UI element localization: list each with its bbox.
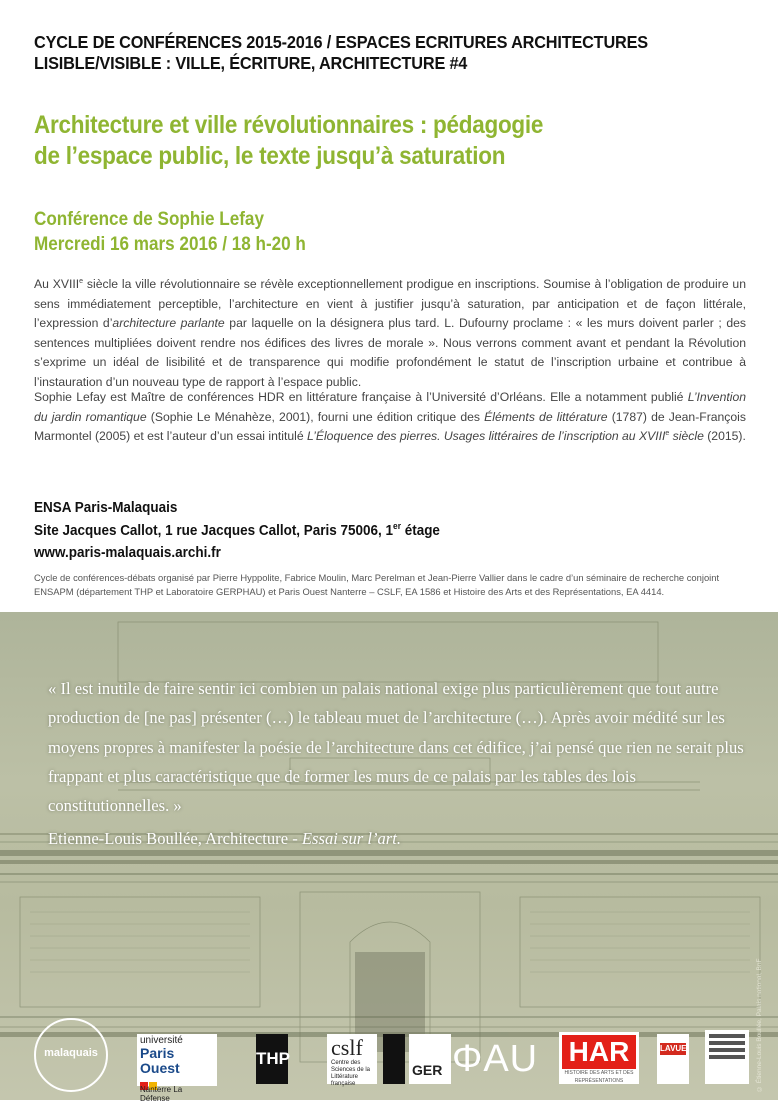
thp-logo: THP <box>256 1034 288 1084</box>
har-logo-text: HAR <box>562 1035 636 1069</box>
venue-address <box>34 520 696 543</box>
bio-italic: siècle <box>669 429 704 444</box>
abstract-text: siècle la ville révolutionnaire se révèle exceptionnellement prodigue en inscriptions. Soumise à l’obligation de produire un sens immédiatement perceptible, l’architecture en vient à justifier jusqu’à saturation, par anticipation et de façon littérale, l’expression d’ <box>34 277 746 331</box>
bio-sup: e <box>665 430 670 438</box>
sky-frame <box>118 622 658 682</box>
emblem-bar <box>709 1041 745 1045</box>
organizers-note: Cycle de conférences-débats organisé par Pierre Hyppolite, Fabrice Moulin, Marc Perelman et Jean-Pierre Vallier dans le cadre d’un séminaire de recherche conjoint ENSAPM (département THP et Laboratoire GERPHAU) et Paris Ouest Nanterre – CSLF, EA 1586 et Histoire des Arts et des Représentations, EA 4414. <box>34 572 720 597</box>
abstract-text: par laquelle on la désignera plus tard. L. Dufourny proclame : « les murs doivent parler ; des sentences multipliées doivent rendre nos édifices des livres de morale ». Nous verrons comment avant et pendant la Révolution s’exprime un idéal de lisibilité et de transparence qui modifie profondément le statut de l’inscription urbaine et contribue à l’instauration d’un nouveau type de rapport à l’espace public. <box>34 316 746 389</box>
abstract-sup: e <box>79 277 84 285</box>
lavue-logo-text: LAVUE <box>660 1044 687 1053</box>
gerphau-logo-block <box>383 1034 405 1084</box>
abstract-text: Au XVIII <box>34 277 80 291</box>
paris-ouest-line-3: Nanterre La Défense <box>140 1085 183 1103</box>
venue-block <box>34 497 696 565</box>
bio-text: (1787) de Jean-François Marmontel (2005) et est l’auteur d’un essai intitulé <box>34 409 746 444</box>
emblem-bar <box>709 1055 745 1059</box>
series-line-2: LISIBLE/VISIBLE : VILLE, ÉCRITURE, ARCHITECTURE #4 <box>34 53 468 73</box>
abstract-italic: architecture parlante <box>112 316 225 331</box>
lavue-logo <box>657 1034 689 1084</box>
series-heading <box>34 32 704 74</box>
title-line-1: Architecture et ville révolutionnaires : pédagogie <box>34 111 544 139</box>
venue-name: ENSA Paris-Malaquais <box>34 500 178 516</box>
title-line-2: de l’espace public, le texte jusqu’à saturation <box>34 142 506 170</box>
bio-italic: L’Éloquence des pierres. Usages littéraires de l’inscription au XVIII <box>307 429 666 444</box>
bio-text: (2015). <box>703 429 746 444</box>
conference-title <box>34 110 700 172</box>
har-logo-subtext: HISTOIRE DES ARTS ET DES REPRÉSENTATIONS <box>564 1070 634 1084</box>
law-table-right <box>520 897 760 1007</box>
institution-emblem <box>705 1030 749 1084</box>
venue-address-text: Site Jacques Callot, 1 rue Jacques Callot, Paris 75006, 1 <box>34 522 394 539</box>
cslf-logo <box>327 1034 377 1087</box>
boullee-quote <box>48 674 748 854</box>
har-logo <box>559 1032 639 1084</box>
bio-italic: Éléments de littérature <box>484 409 608 424</box>
quote-text: « Il est inutile de faire sentir ici combien un palais national exige plus particulièrement que tout autre production de [ne pas] présenter (…) le tableau muet de l’architecture (…). Après avoir médité sur les moyens propres à manifester la poésie de l’architecture dans cet édifice, j’ai pensé que rien ne serait plus frappant et plus caractéristique que de former les murs de ce palais par les tables des lois constitutionnelles. » <box>48 679 744 816</box>
event-date: Mercredi 16 mars 2016 / 18 h-20 h <box>34 234 306 255</box>
paris-ouest-squares <box>140 1077 214 1085</box>
quote-author: Etienne-Louis Boullée, Architecture - <box>48 829 302 849</box>
bio-text: (Sophie Le Ménahèze, 2001), fourni une édition critique des <box>146 409 485 424</box>
venue-address-sup: er <box>393 520 401 531</box>
abstract-paragraph <box>34 275 746 393</box>
gerphau-logo: GER <box>409 1034 451 1084</box>
venue-address-end: étage <box>400 522 440 539</box>
series-line-1: CYCLE DE CONFÉRENCES 2015-2016 / ESPACES ECRITURES ARCHITECTURES <box>34 32 648 52</box>
bio-text: Sophie Lefay est Maître de conférences HDR en littérature française à l’Université d’Orléans. Elle a notamment publié <box>34 390 688 404</box>
phiau-logo: ΦAU <box>452 1038 539 1080</box>
emblem-bar <box>709 1034 745 1038</box>
cslf-logo-subtext: Centre des Sciences de la Littérature française <box>331 1060 371 1087</box>
paris-ouest-line-2: Paris Ouest <box>140 1045 180 1076</box>
malaquais-logo: malaquais <box>44 1047 98 1059</box>
bio-paragraph <box>34 388 746 447</box>
cslf-logo-text: cslf <box>331 1035 363 1060</box>
speaker-name: Conférence de Sophie Lefay <box>34 209 264 230</box>
quote-attribution <box>48 824 748 853</box>
paris-ouest-logo <box>137 1034 217 1103</box>
dentil-band <box>0 860 778 864</box>
paris-ouest-line-1: université <box>140 1035 183 1046</box>
quote-work: Essai sur l’art. <box>301 829 402 849</box>
venue-website-link[interactable]: www.paris-malaquais.archi.fr <box>34 545 221 561</box>
law-table-left <box>20 897 260 1007</box>
emblem-bar <box>709 1048 745 1052</box>
bio-italic: L’Invention du jardin romantique <box>34 390 746 424</box>
speaker-block <box>34 207 664 257</box>
image-credit: © Étienne-Louis Boullée, Palais national, BnF <box>756 958 763 1092</box>
partner-logos <box>0 1010 778 1103</box>
